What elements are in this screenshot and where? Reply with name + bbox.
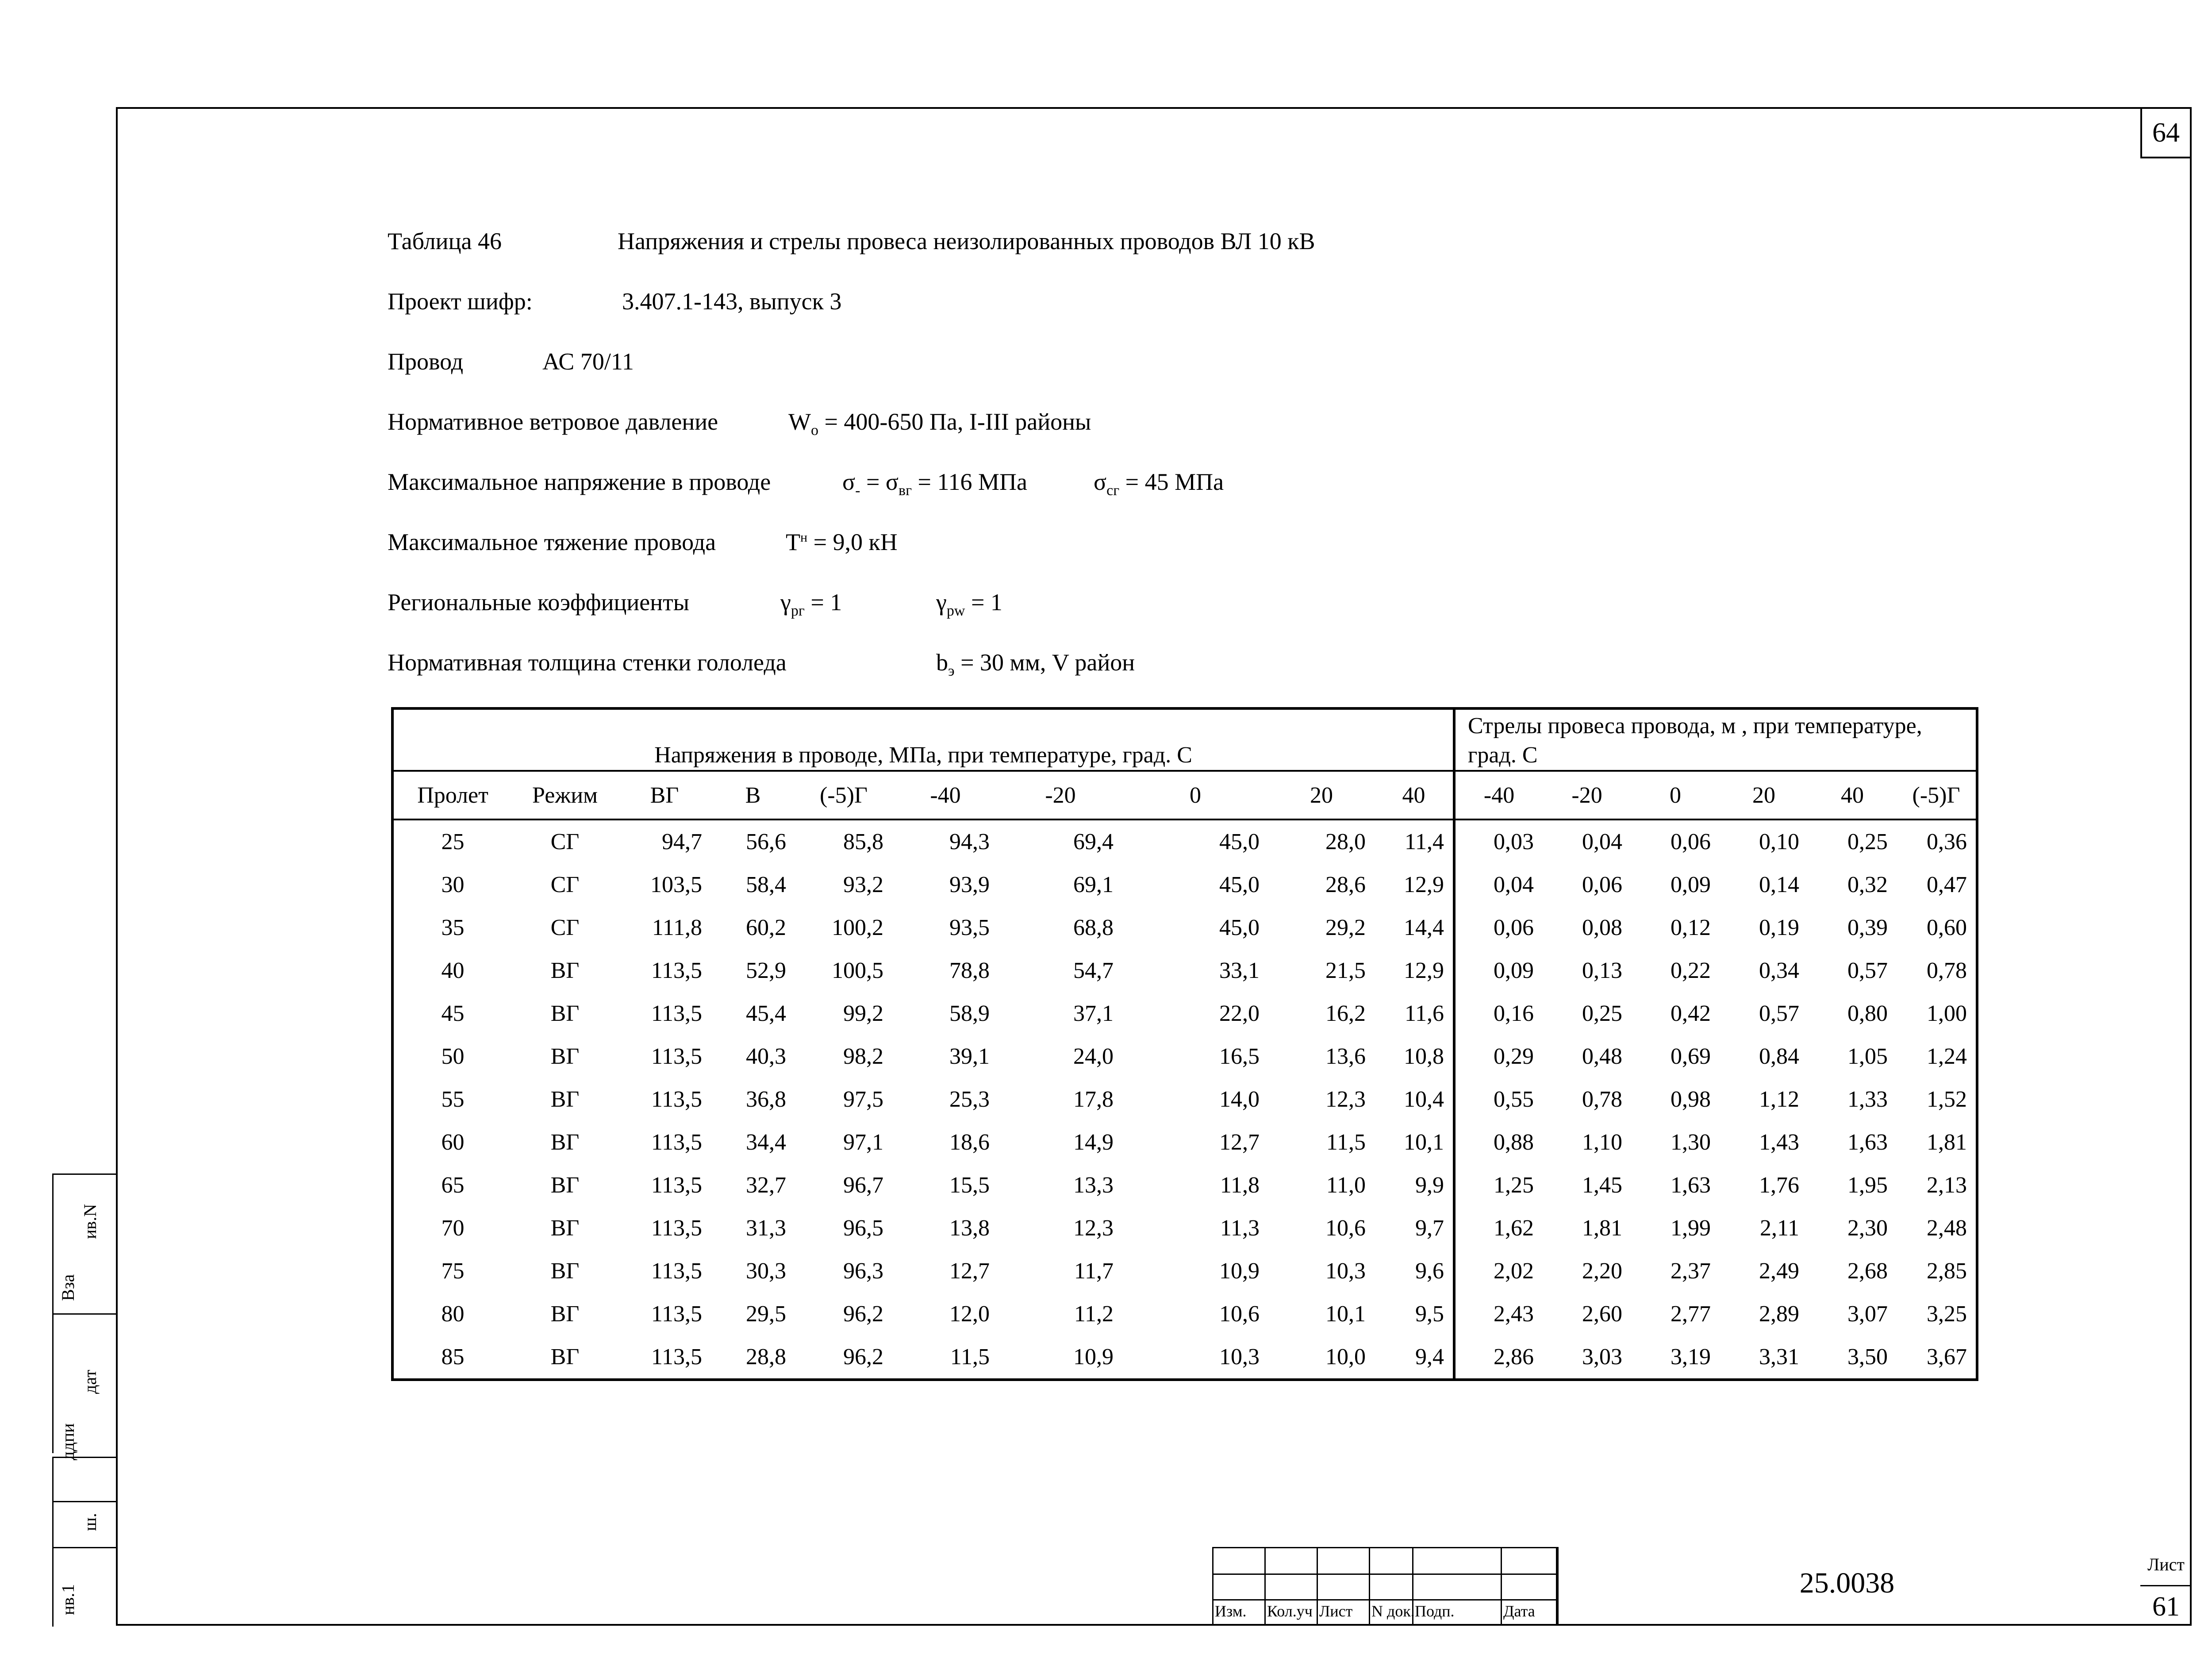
table-cell: 0,25	[1582, 1001, 1623, 1026]
column-header: 20	[1720, 771, 1808, 819]
table-cell: 3,31	[1759, 1344, 1800, 1370]
table-cell: 9,6	[1375, 1250, 1454, 1293]
ice-formula: $b_э = 30$ мм, V район	[936, 649, 1135, 679]
table-cell: 93,9	[949, 872, 990, 897]
table-cell: 0,14	[1759, 872, 1800, 897]
table-cell: 113,5	[651, 1044, 702, 1069]
table-cell: 12,9	[1375, 863, 1454, 906]
table-cell: 9,4	[1375, 1335, 1454, 1380]
table-cell: 10,9	[1219, 1258, 1260, 1284]
table-cell: 1,63	[1671, 1173, 1711, 1198]
table-cell: 3,19	[1671, 1344, 1711, 1370]
table-cell: 35	[441, 915, 465, 940]
table-cell: 0,10	[1759, 829, 1800, 854]
table-cell: 16,5	[1219, 1044, 1260, 1069]
side-stamp-label: дат	[80, 1370, 100, 1394]
page-number: 64	[2140, 107, 2192, 158]
stamp-label: Изм.	[1215, 1602, 1247, 1620]
table-cell: 2,20	[1582, 1258, 1623, 1284]
table-cell: 40,3	[746, 1044, 786, 1069]
table-cell: 3,25	[1927, 1301, 1967, 1327]
stamp-label: Дата	[1503, 1602, 1535, 1620]
table-cell: 113,5	[651, 1301, 702, 1327]
table-cell: 28,0	[1325, 829, 1366, 854]
table-cell: 1,62	[1494, 1216, 1534, 1241]
table-cell: 2,48	[1927, 1216, 1967, 1241]
column-header: Режим	[512, 771, 618, 819]
table-cell: 13,8	[949, 1216, 990, 1241]
table-cell: 58,9	[949, 1001, 990, 1026]
column-header: 40	[1375, 771, 1454, 819]
table-cell: 96,5	[843, 1216, 883, 1241]
table-cell: 96,7	[843, 1173, 883, 1198]
table-cell: 3,03	[1582, 1344, 1623, 1370]
table-cell: 0,34	[1759, 958, 1800, 983]
table-cell: 56,6	[746, 829, 786, 854]
table-cell: 1,45	[1582, 1173, 1623, 1198]
table-cell: 18,6	[949, 1130, 990, 1155]
table-cell: 29,5	[746, 1301, 786, 1327]
stress-label: Максимальное напряжение в проводе	[388, 469, 771, 495]
table-cell: 14,9	[1073, 1130, 1114, 1155]
side-stamp-label: ив.N	[80, 1204, 100, 1239]
table-cell: 0,19	[1759, 915, 1800, 940]
table-cell: 11,5	[950, 1344, 990, 1370]
table-cell: 113,5	[651, 1216, 702, 1241]
table-cell: 37,1	[1073, 1001, 1114, 1026]
table-cell: 0,88	[1494, 1130, 1534, 1155]
table-cell: 2,60	[1582, 1301, 1623, 1327]
table-cell: 0,47	[1927, 872, 1967, 897]
table-cell: 1,33	[1847, 1087, 1888, 1112]
table-cell: 97,1	[843, 1130, 883, 1155]
table-cell: 97,5	[843, 1087, 883, 1112]
table-cell: 113,5	[651, 1130, 702, 1155]
table-cell: 1,00	[1927, 1001, 1967, 1026]
table-cell: 2,37	[1671, 1258, 1711, 1284]
project-label: Проект шифр:	[388, 288, 533, 315]
table-cell: 10,3	[1219, 1344, 1260, 1370]
table-cell: 0,09	[1494, 958, 1534, 983]
table-cell: 10,1	[1325, 1301, 1366, 1327]
table-cell: 0,84	[1759, 1044, 1800, 1069]
table-row	[392, 1121, 1977, 1164]
table-body	[392, 819, 1977, 1380]
table-cell: 3,50	[1847, 1344, 1888, 1370]
group-header-row	[392, 708, 1977, 771]
table-cell: 17,8	[1073, 1087, 1114, 1112]
table-cell: 10,9	[1073, 1344, 1114, 1370]
stamp-v-line	[1264, 1547, 1266, 1626]
table-cell: 58,4	[746, 872, 786, 897]
project-code: 3.407.1-143, выпуск 3	[622, 288, 842, 315]
wire-value: АС 70/11	[542, 348, 634, 375]
table-cell: 2,89	[1759, 1301, 1800, 1327]
table-cell: 11,4	[1375, 819, 1454, 863]
table-cell: 10,8	[1375, 1035, 1454, 1078]
stamp-h-line	[1212, 1599, 1557, 1600]
tension-formula: $T^н = 9,0$ кН	[786, 529, 898, 555]
table-cell: 0,03	[1494, 829, 1534, 854]
table-cell: ВГ	[550, 958, 580, 983]
stamp-h-line	[1212, 1547, 1557, 1548]
table-cell: 11,2	[1074, 1301, 1114, 1327]
column-header: Пролет	[392, 771, 512, 819]
table-cell: 45,4	[746, 1001, 786, 1026]
group-sag-header: Стрелы провеса провода, м , при температуре, град. С	[1454, 708, 1977, 771]
table-cell: 0,09	[1671, 872, 1711, 897]
table-row	[392, 1250, 1977, 1293]
table-cell: 0,36	[1927, 829, 1967, 854]
side-stamp-label: Вза	[58, 1274, 78, 1301]
table-cell: 0,78	[1582, 1087, 1623, 1112]
table-cell: 22,0	[1219, 1001, 1260, 1026]
table-cell: 1,43	[1759, 1130, 1800, 1155]
column-header: -20	[998, 771, 1122, 819]
table-cell: 15,5	[949, 1173, 990, 1198]
table-cell: 10,1	[1375, 1121, 1454, 1164]
table-cell: 70	[441, 1216, 465, 1241]
table-cell: 13,3	[1073, 1173, 1114, 1198]
table-cell: ВГ	[550, 1258, 580, 1284]
table-cell: 93,2	[843, 872, 883, 897]
table-cell: 0,06	[1582, 872, 1623, 897]
table-cell: 45,0	[1219, 829, 1260, 854]
table-cell: 93,5	[949, 915, 990, 940]
table-cell: 69,4	[1073, 829, 1114, 854]
table-cell: 1,63	[1847, 1130, 1888, 1155]
table-cell: 0,69	[1671, 1044, 1711, 1069]
table-cell: ВГ	[550, 1344, 580, 1370]
column-header: В	[711, 771, 795, 819]
wire-label: Провод	[388, 348, 464, 375]
table-cell: 103,5	[650, 872, 702, 897]
table-cell: 0,06	[1494, 915, 1534, 940]
table-cell: ВГ	[550, 1130, 580, 1155]
table-cell: 10,6	[1325, 1216, 1366, 1241]
table-cell: 25,3	[949, 1087, 990, 1112]
table-cell: 65	[441, 1173, 465, 1198]
table-row	[392, 1293, 1977, 1335]
table-cell: 11,8	[1220, 1173, 1260, 1198]
document-code: 25.0038	[1799, 1567, 1895, 1599]
sheet-number: 61	[2140, 1585, 2192, 1627]
table-cell: 3,07	[1847, 1301, 1888, 1327]
table-cell: 10,6	[1219, 1301, 1260, 1327]
gamma-pw: $\gamma_{pw} = 1$	[936, 589, 1002, 619]
table-cell: 12,3	[1073, 1216, 1114, 1241]
table-cell: 31,3	[746, 1216, 786, 1241]
table-cell: 11,0	[1326, 1173, 1366, 1198]
table-cell: 2,02	[1494, 1258, 1534, 1284]
table-cell: 13,6	[1325, 1044, 1366, 1069]
column-header: -40	[892, 771, 998, 819]
table-cell: 113,5	[651, 1258, 702, 1284]
table-cell: 94,7	[662, 829, 702, 854]
table-row	[392, 1035, 1977, 1078]
table-cell: 100,5	[832, 958, 883, 983]
table-cell: 0,48	[1582, 1044, 1623, 1069]
table-cell: 0,32	[1847, 872, 1888, 897]
table-cell: 50	[441, 1044, 465, 1069]
table-cell: 9,7	[1375, 1207, 1454, 1250]
column-header: 40	[1808, 771, 1897, 819]
table-cell: 30	[441, 872, 465, 897]
table-cell: 0,16	[1494, 1001, 1534, 1026]
table-cell: 16,2	[1325, 1001, 1366, 1026]
side-stamp-box	[52, 1457, 116, 1501]
table-cell: 94,3	[949, 829, 990, 854]
table-cell: 33,1	[1219, 958, 1260, 983]
table-cell: 68,8	[1073, 915, 1114, 940]
stamp-v-line	[1317, 1547, 1318, 1626]
table-cell: СГ	[550, 829, 580, 854]
table-row	[392, 1164, 1977, 1207]
table-cell: 60	[441, 1130, 465, 1155]
table-cell: 113,5	[651, 1087, 702, 1112]
column-header: 0	[1631, 771, 1720, 819]
table-cell: 12,7	[949, 1258, 990, 1284]
table-cell: 1,81	[1927, 1130, 1967, 1155]
stamp-label: Кол.уч	[1267, 1602, 1313, 1620]
table-cell: 0,22	[1671, 958, 1711, 983]
table-cell: 11,5	[1326, 1130, 1366, 1155]
table-cell: ВГ	[550, 1087, 580, 1112]
column-header-row	[392, 771, 1977, 819]
table-cell: 14,0	[1219, 1087, 1260, 1112]
group-stress-header: Напряжения в проводе, МПа, при температуре, град. С	[392, 708, 1454, 771]
table-cell: 0,25	[1847, 829, 1888, 854]
table-row	[392, 1335, 1977, 1380]
table-cell: 85	[441, 1344, 465, 1370]
table-cell: 1,24	[1927, 1044, 1967, 1069]
side-stamp-label: нв.1	[58, 1584, 78, 1615]
table-cell: СГ	[550, 872, 580, 897]
regional-label: Региональные коэффициенты	[388, 589, 690, 616]
wind-formula: $W_o = 400-650$ Па, I-III районы	[788, 408, 1091, 439]
table-cell: 1,76	[1759, 1173, 1800, 1198]
column-header: 20	[1268, 771, 1375, 819]
table-cell: 2,86	[1494, 1344, 1534, 1370]
stress-sag-table	[391, 707, 1978, 1381]
table-cell: 0,08	[1582, 915, 1623, 940]
table-cell: 0,42	[1671, 1001, 1711, 1026]
table-cell: 0,80	[1847, 1001, 1888, 1026]
table-cell: ВГ	[550, 1216, 580, 1241]
stamp-label: Лист	[1319, 1602, 1353, 1620]
table-row	[392, 863, 1977, 906]
table-cell: 34,4	[746, 1130, 786, 1155]
table-cell: 29,2	[1325, 915, 1366, 940]
table-cell: 28,8	[746, 1344, 786, 1370]
table-cell: 0,57	[1847, 958, 1888, 983]
table-cell: 1,52	[1927, 1087, 1967, 1112]
stamp-label: Подп.	[1415, 1602, 1455, 1620]
table-cell: СГ	[550, 915, 580, 940]
table-cell: 113,5	[651, 1001, 702, 1026]
table-cell: 100,2	[832, 915, 883, 940]
wind-label: Нормативное ветровое давление	[388, 408, 718, 435]
table-cell: 0,04	[1494, 872, 1534, 897]
table-cell: 9,9	[1375, 1164, 1454, 1207]
table-cell: 0,55	[1494, 1087, 1534, 1112]
side-stamp-label: ддпи	[58, 1423, 78, 1460]
column-header: 0	[1122, 771, 1268, 819]
table-cell: 52,9	[746, 958, 786, 983]
table-cell: 1,12	[1759, 1087, 1800, 1112]
table-cell: 24,0	[1073, 1044, 1114, 1069]
table-cell: 21,5	[1325, 958, 1366, 983]
table-cell: 2,43	[1494, 1301, 1534, 1327]
table-cell: 1,81	[1582, 1216, 1623, 1241]
table-cell: 0,29	[1494, 1044, 1534, 1069]
table-cell: 1,99	[1671, 1216, 1711, 1241]
table-cell: 60,2	[746, 915, 786, 940]
table-cell: 113,5	[651, 958, 702, 983]
table-cell: 80	[441, 1301, 465, 1327]
table-row	[392, 992, 1977, 1035]
table-cell: 0,39	[1847, 915, 1888, 940]
table-cell: 96,2	[843, 1301, 883, 1327]
table-cell: 28,6	[1325, 872, 1366, 897]
table-cell: 2,11	[1759, 1216, 1800, 1241]
table-cell: 113,5	[651, 1344, 702, 1370]
stamp-v-line	[1501, 1547, 1502, 1626]
table-cell: 2,13	[1927, 1173, 1967, 1198]
ice-label: Нормативная толщина стенки гололеда	[388, 649, 787, 676]
table-cell: 96,3	[843, 1258, 883, 1284]
table-cell: ВГ	[550, 1001, 580, 1026]
table-cell: 12,0	[949, 1301, 990, 1327]
table-cell: 11,3	[1220, 1216, 1260, 1241]
table-cell: 45,0	[1219, 915, 1260, 940]
table-cell: 2,85	[1927, 1258, 1967, 1284]
table-cell: 85,8	[843, 829, 883, 854]
table-cell: 1,95	[1847, 1173, 1888, 1198]
stress-formula: $\sigma_- = \sigma_{вг} = 116$ МПа	[842, 469, 1027, 499]
table-cell: 39,1	[949, 1044, 990, 1069]
table-cell: 0,12	[1671, 915, 1711, 940]
column-header: -40	[1454, 771, 1543, 819]
table-cell: 75	[441, 1258, 465, 1284]
table-cell: 30,3	[746, 1258, 786, 1284]
table-title: Напряжения и стрелы провеса неизолированных проводов ВЛ 10 кВ	[618, 228, 1315, 254]
table-cell: 40	[441, 958, 465, 983]
stamp-label: N док.	[1371, 1602, 1415, 1620]
table-cell: 0,98	[1671, 1087, 1711, 1112]
table-cell: 45,0	[1219, 872, 1260, 897]
table-cell: 98,2	[843, 1044, 883, 1069]
table-cell: 0,57	[1759, 1001, 1800, 1026]
column-header: (-5)Г	[1897, 771, 1977, 819]
table-cell: 111,8	[652, 915, 702, 940]
table-cell: 78,8	[949, 958, 990, 983]
table-cell: 2,77	[1671, 1301, 1711, 1327]
table-cell: 1,10	[1582, 1130, 1623, 1155]
sheet-label: Лист	[2147, 1554, 2185, 1574]
table-cell: 0,04	[1582, 829, 1623, 854]
stamp-h-line	[1212, 1574, 1557, 1575]
table-cell: 2,30	[1847, 1216, 1888, 1241]
table-cell: 36,8	[746, 1087, 786, 1112]
table-cell: 12,7	[1219, 1130, 1260, 1155]
table-cell: ВГ	[550, 1301, 580, 1327]
table-cell: 0,78	[1927, 958, 1967, 983]
table-cell: 1,25	[1494, 1173, 1534, 1198]
table-cell: 99,2	[843, 1001, 883, 1026]
table-cell: 10,3	[1325, 1258, 1366, 1284]
table-cell: 11,7	[1074, 1258, 1114, 1284]
table-cell: 3,67	[1927, 1344, 1967, 1370]
table-cell: 10,4	[1375, 1078, 1454, 1121]
table-cell: 69,1	[1073, 872, 1114, 897]
table-cell: 0,60	[1927, 915, 1967, 940]
table-cell: 113,5	[651, 1173, 702, 1198]
table-row	[392, 1078, 1977, 1121]
table-cell: 14,4	[1375, 906, 1454, 949]
table-row	[392, 949, 1977, 992]
table-cell: 2,49	[1759, 1258, 1800, 1284]
table-row	[392, 906, 1977, 949]
table-cell: ВГ	[550, 1044, 580, 1069]
table-cell: 11,6	[1375, 992, 1454, 1035]
stamp-v-line	[1212, 1547, 1214, 1626]
table-cell: 0,13	[1582, 958, 1623, 983]
column-header: (-5)Г	[795, 771, 892, 819]
table-cell: 45	[441, 1001, 465, 1026]
column-header: -20	[1543, 771, 1631, 819]
tension-label: Максимальное тяжение провода	[388, 529, 716, 555]
table-cell: 54,7	[1073, 958, 1114, 983]
table-cell: 12,9	[1375, 949, 1454, 992]
table-cell: 25	[441, 829, 465, 854]
table-row	[392, 1207, 1977, 1250]
table-cell: 1,05	[1847, 1044, 1888, 1069]
table-cell: 12,3	[1325, 1087, 1366, 1112]
table-cell: 0,06	[1671, 829, 1711, 854]
table-row	[392, 819, 1977, 863]
table-cell: 96,2	[843, 1344, 883, 1370]
table-cell: 10,0	[1325, 1344, 1366, 1370]
column-header: ВГ	[618, 771, 711, 819]
table-cell: ВГ	[550, 1173, 580, 1198]
table-cell: 32,7	[746, 1173, 786, 1198]
table-cell: 9,5	[1375, 1293, 1454, 1335]
stress-formula-2: $\sigma_{сг} = 45$ МПа	[1094, 469, 1224, 499]
side-stamp-label: ш.	[80, 1513, 100, 1531]
table-cell: 55	[441, 1087, 465, 1112]
table-label: Таблица 46	[388, 228, 502, 254]
table-cell: 2,68	[1847, 1258, 1888, 1284]
gamma-rg: $\gamma_{рг} = 1$	[780, 589, 842, 619]
table-cell: 1,30	[1671, 1130, 1711, 1155]
stamp-v-line	[1369, 1547, 1370, 1626]
